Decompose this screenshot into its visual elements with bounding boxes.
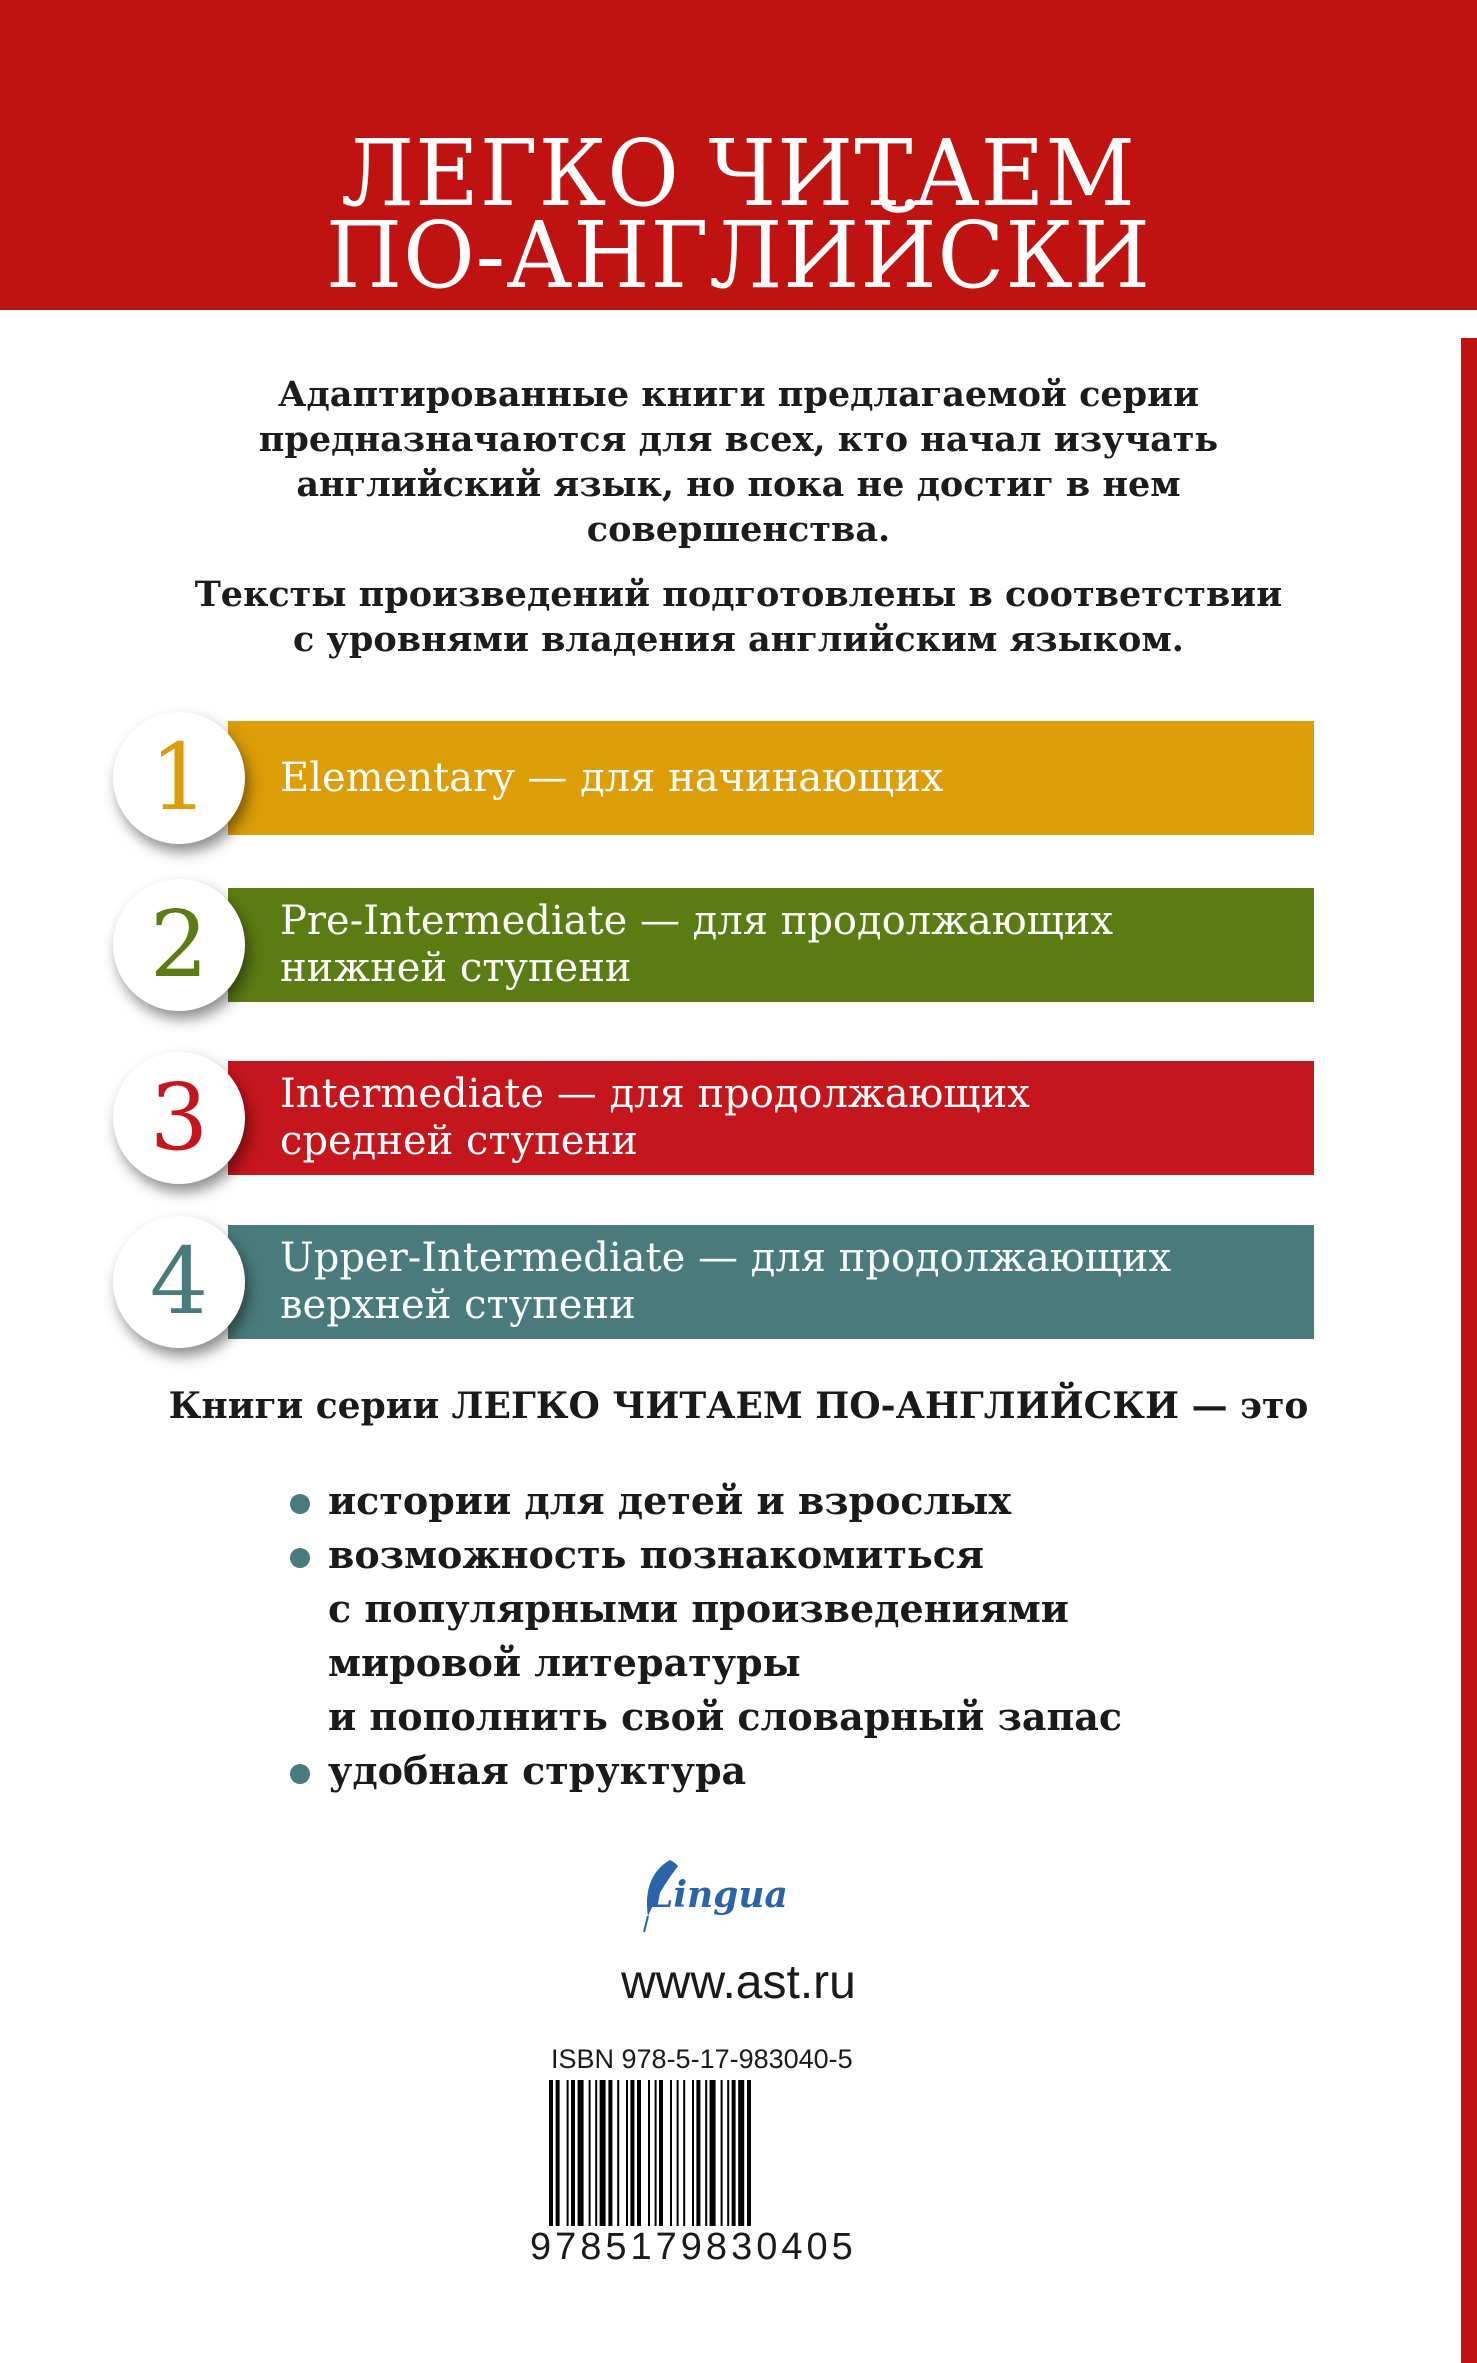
level-bar-3 [228, 1061, 1314, 1175]
level-1-number-circle [113, 712, 245, 844]
list-item [290, 1474, 1190, 1528]
title-line-2: ПО-АНГЛИЙСКИ [325, 202, 1152, 309]
level-1-number: 1 [149, 724, 209, 831]
list-item-line: возможность познакомиться [328, 1532, 984, 1577]
series-intro: Книги серии ЛЕГКО ЧИТАЕМ ПО-АНГЛИЙСКИ — это [168, 1385, 1309, 1427]
feature-list [290, 1474, 1190, 1798]
barcode-bar [705, 2080, 707, 2230]
barcode-bar [692, 2080, 694, 2230]
title-banner [0, 0, 1477, 310]
barcode-bar [608, 2080, 612, 2230]
intro-line: предназначаются для всех, кто начал изучать [258, 419, 1219, 460]
list-item-line: истории для детей и взрослых [328, 1478, 1012, 1523]
isbn-text: ISBN 978-5-17-983040-5 [551, 2044, 853, 2074]
level-4-number-circle [113, 1216, 245, 1348]
barcode-bar [670, 2080, 672, 2230]
publisher-logo-text: Lingua [648, 1874, 788, 1916]
barcode-bar [683, 2080, 685, 2230]
level-3-line-2: средней ступени [280, 1118, 638, 1164]
barcode-bar [648, 2080, 650, 2230]
level-1-text [280, 721, 943, 835]
intro-line: с уровнями владения английским языком. [293, 619, 1184, 660]
barcode-bar [578, 2080, 584, 2230]
level-4-line-2: верхней ступени [280, 1282, 636, 1328]
barcode-bar [677, 2080, 679, 2230]
intro-paragraph-1 [0, 372, 1477, 552]
list-item [290, 1528, 1190, 1744]
level-bar-4 [228, 1225, 1314, 1339]
intro-line: совершенства. [586, 509, 891, 550]
barcode-bar [659, 2080, 663, 2230]
barcode-bar [626, 2080, 628, 2230]
list-item-line: с популярными произведениями [328, 1586, 1069, 1631]
barcode-bar [589, 2080, 591, 2230]
barcode-bar [571, 2080, 575, 2230]
barcode-bar [727, 2080, 729, 2230]
barcode-bar [710, 2080, 716, 2230]
intro-line: Адаптированные книги предлагаемой серии [277, 374, 1200, 415]
list-item [290, 1744, 1190, 1798]
bullet-icon [290, 1494, 310, 1514]
level-4-number: 4 [149, 1228, 209, 1335]
level-2-line-2: нижней ступени [280, 945, 632, 991]
level-4-line-1: Upper-Intermediate — для продолжающих [280, 1235, 1172, 1281]
level-2-text [280, 888, 1113, 1002]
level-2-number: 2 [149, 891, 209, 998]
list-item-line: удобная структура [328, 1748, 747, 1793]
bullet-icon [290, 1764, 310, 1784]
barcode-bar [617, 2080, 619, 2230]
level-3-number-circle [113, 1052, 245, 1184]
publisher-logo [630, 1856, 820, 1936]
list-item-line: и пополнить свой словарный запас [328, 1694, 1123, 1739]
level-2-number-circle [113, 879, 245, 1011]
level-3-number: 3 [149, 1064, 209, 1171]
barcode-bar [637, 2080, 641, 2230]
level-2-line-1: Pre-Intermediate — для продолжающих [280, 898, 1114, 944]
intro-line: английский язык, но пока не достиг в нем [296, 464, 1181, 505]
barcode-bar [655, 2080, 657, 2230]
bullet-icon [290, 1548, 310, 1568]
barcode-bar [732, 2080, 736, 2230]
barcode-bar [721, 2080, 723, 2230]
level-3-text [280, 1061, 1030, 1175]
barcode-bar [567, 2080, 569, 2230]
barcode-number: 9785179830405 [530, 2226, 857, 2268]
list-item-line: мировой литературы [328, 1640, 801, 1685]
barcode-bar [630, 2080, 634, 2230]
level-bar-2 [228, 888, 1314, 1002]
barcode-bar [696, 2080, 700, 2230]
level-4-text [280, 1225, 1171, 1339]
barcode-bar [595, 2080, 597, 2230]
level-1-line-1: Elementary — для начинающих [280, 754, 944, 801]
level-bar-1 [228, 721, 1314, 835]
publisher-url: www.ast.ru [621, 1956, 856, 2009]
title-line-1: ЛЕГКО ЧИТАЕМ [341, 120, 1136, 227]
barcode-bar [600, 2080, 606, 2230]
intro-line: Тексты произведений подготовлены в соответствии [194, 574, 1283, 615]
intro-paragraph-2 [0, 572, 1477, 662]
level-3-line-1: Intermediate — для продолжающих [280, 1071, 1030, 1117]
